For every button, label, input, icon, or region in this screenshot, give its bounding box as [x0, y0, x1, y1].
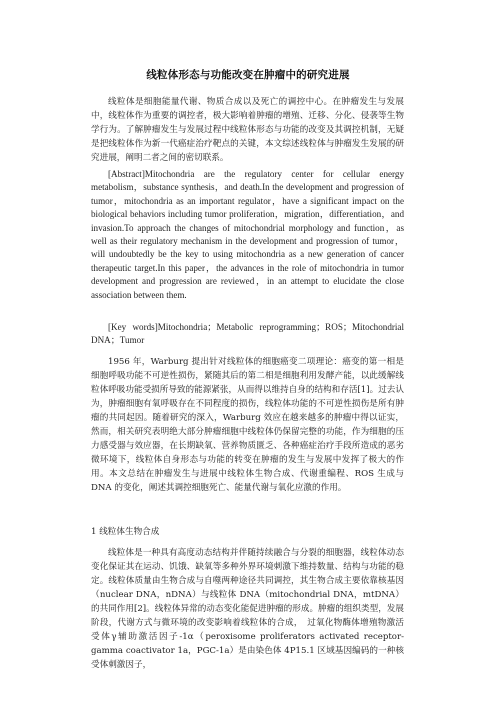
english-keywords: [Key words]Mitochondria；Metabolic reprogramming；ROS；Mitochondrial DNA；Tumor — [91, 322, 404, 346]
section-1-paragraph: 线粒体是一种具有高度动态结构并伴随持续融合与分裂的细胞器，线粒体动态变化保证其在运动、饥饿、缺氧等多种外界环境刺激下维持数量、结构与功能的稳定。线粒体质量由生物合成与自噬两种途径共同调控，其生物合成主要依靠核基因（nuclear DNA，nDNA）与线粒体 DNA（mitochondrial DNA，mtDNA）的共同作用[2]。线粒体异常的动态变化能促进肿瘤的形成。肿瘤的组织类型，发展阶段，代谢方式与微环境的改变影响着线粒体的合成， 过氧化物酶体增殖物激活受体γ辅助激活因子-1α（peroxisome proliferators activated receptor-gamma coactivator 1a，PGC-1a）是由染色体 4P15.1 区域基因编码的一种核受体刺激因子， — [91, 548, 404, 670]
english-abstract: [Abstract]Mitochondria are the regulatory center for cellular energy metabolism，substance synthesis，and death.In the development and progression of tumor，mitochondria as an important regulator，have a significant impact on the biological behaviors including tumor proliferation，migration，differentiation，and invasion.To approach the changes of mitochondrial morphology and function，as well as their regulatory mechanism in the development and progression of tumor，will undoubtedly be the key to using mitochondria as a new generation of cancer therapeutic target.In this paper，the advances in the role of mitochondria in tumor development and progression are reviewed，in an attempt to elucidate the close association between them. — [91, 169, 404, 300]
chinese-abstract: 线粒体是细胞能量代谢、物质合成以及死亡的调控中心。在肿瘤发生与发展中，线粒体作为重要的调控者，极大影响着肿瘤的增殖、迁移、分化、侵袭等生物学行为。了解肿瘤发生与发展过程中线粒体形态与功能的改变及其调控机制，无疑是把线粒体作为新一代癌症治疗靶点的关键，本文综述线粒体与肿瘤发生发展的研究进展，阐明二者之间的密切联系。 — [91, 97, 404, 163]
section-heading-1: 1 线粒体生物合成 — [91, 527, 160, 537]
introduction-paragraph: 1956 年，Warburg 提出针对线粒体的细胞癌变二项理论：癌变的第一相是细胞呼吸功能不可逆性损伤，紧随其后的第二相是细胞利用发酵产能，以此缓解线粒体呼吸功能受损所导致的能源紧张，从而得以维持自身的结构和存活[1]。过去认为，肿瘤细胞有氧呼吸存在不同程度的损伤，线粒体功能的不可逆性损伤是所有肿瘤的共同起因。随着研究的深入，Warburg 效应在越来越多的肿瘤中得以证实，然而，相关研究表明绝大部分肿瘤细胞中线粒体仍保留完整的功能，作为细胞的压力感受器与效应器，在长期缺氧、营养物质匮乏、各种癌症治疗手段所造成的恶劣微环境下，线粒体自身形态与功能的转变在肿瘤的发生与发展中发挥了极大的作用。本文总结在肿瘤发生与进展中线粒体生物合成、代谢重编程、ROS 生成与 DNA 的变化，阐述其调控细胞死亡、能量代谢与氧化应激的作用。 — [91, 357, 404, 493]
paper-title: 线粒体形态与功能改变在肿瘤中的研究进展 — [146, 69, 350, 81]
